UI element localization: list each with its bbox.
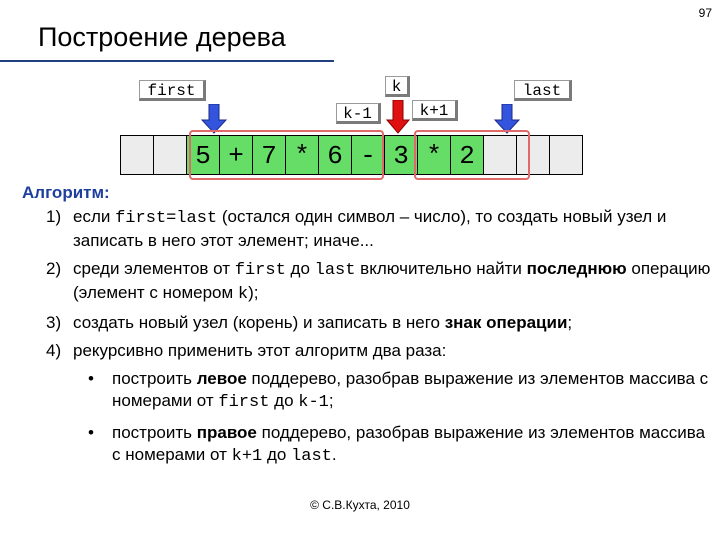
text: ;	[567, 313, 573, 332]
code: last	[291, 447, 332, 466]
bold-text: последнюю	[526, 259, 627, 278]
text: если	[73, 207, 116, 226]
text: рекурсивно применить этот алгоритм два раза:	[73, 341, 447, 360]
text: до	[269, 391, 299, 410]
code: k-1	[298, 393, 329, 412]
algorithm-step-3	[22, 312, 712, 334]
step-number: 3)	[46, 313, 62, 332]
page-number: 97	[698, 6, 712, 20]
algorithm-step-1	[22, 206, 712, 252]
text: );	[248, 283, 259, 302]
array-cell	[549, 135, 583, 175]
bullet-icon: •	[88, 369, 94, 388]
code: k	[237, 285, 249, 304]
array-cell: *	[417, 135, 451, 175]
text: до	[262, 445, 292, 464]
text: .	[331, 445, 337, 464]
code: first=last	[115, 209, 218, 228]
label-last: last	[514, 80, 572, 101]
k-arrow-icon	[386, 100, 410, 134]
text: включительно найти	[355, 259, 527, 278]
array-cell: 2	[450, 135, 484, 175]
code: first	[234, 261, 286, 280]
bold-text: правое	[196, 423, 257, 442]
array-cell	[153, 135, 187, 175]
label-first: first	[139, 80, 206, 101]
array-cell: -	[351, 135, 385, 175]
right-range-frame	[414, 130, 530, 180]
step-number: 2)	[46, 259, 62, 278]
algorithm-step-4	[22, 340, 712, 362]
text: построить	[112, 423, 197, 442]
text: операцию (элемент с номером	[73, 259, 711, 302]
text: поддерево, разобрав выражение из элементов массива с номерами от	[112, 369, 709, 410]
code: last	[314, 261, 356, 280]
label-k-plus-1: k+1	[412, 100, 458, 121]
copyright-footer: © С.В.Кухта, 2010	[310, 498, 410, 512]
array-cell: 6	[318, 135, 352, 175]
label-k-minus-1: k-1	[336, 103, 381, 124]
array-cell: 3	[384, 135, 418, 175]
step-number: 1)	[46, 207, 62, 226]
text: поддерево, разобрав выражение из элементов массива с номерами от	[112, 423, 706, 464]
code: first	[218, 393, 270, 412]
code: k+1	[231, 447, 263, 466]
text: до	[285, 259, 315, 278]
array-cell	[120, 135, 154, 175]
text: построить	[112, 369, 197, 388]
text: (остался один символ – число), то создать новый узел и записать в него этот элемент; иначе...	[73, 207, 667, 250]
bold-text: знак операции	[444, 313, 568, 332]
array-cell: 7	[252, 135, 286, 175]
title-underline	[0, 60, 334, 62]
slide-title: Построение дерева	[38, 22, 286, 52]
array-cell: 5	[186, 135, 220, 175]
label-k: k	[385, 76, 410, 97]
bullet-icon: •	[88, 423, 94, 442]
bold-text: левое	[196, 369, 247, 388]
text: ;	[328, 391, 334, 410]
bullet-left-subtree	[22, 368, 712, 414]
algorithm-step-2	[22, 258, 712, 306]
text: создать новый узел (корень) и записать в него	[73, 313, 445, 332]
algorithm-text	[22, 182, 712, 476]
step-number: 4)	[46, 341, 62, 360]
array-cell: *	[285, 135, 319, 175]
text: среди элементов от	[73, 259, 235, 278]
left-range-frame	[189, 130, 384, 180]
algorithm-heading: Алгоритм:	[22, 183, 110, 202]
bullet-right-subtree	[22, 422, 712, 468]
array-cell: +	[219, 135, 253, 175]
